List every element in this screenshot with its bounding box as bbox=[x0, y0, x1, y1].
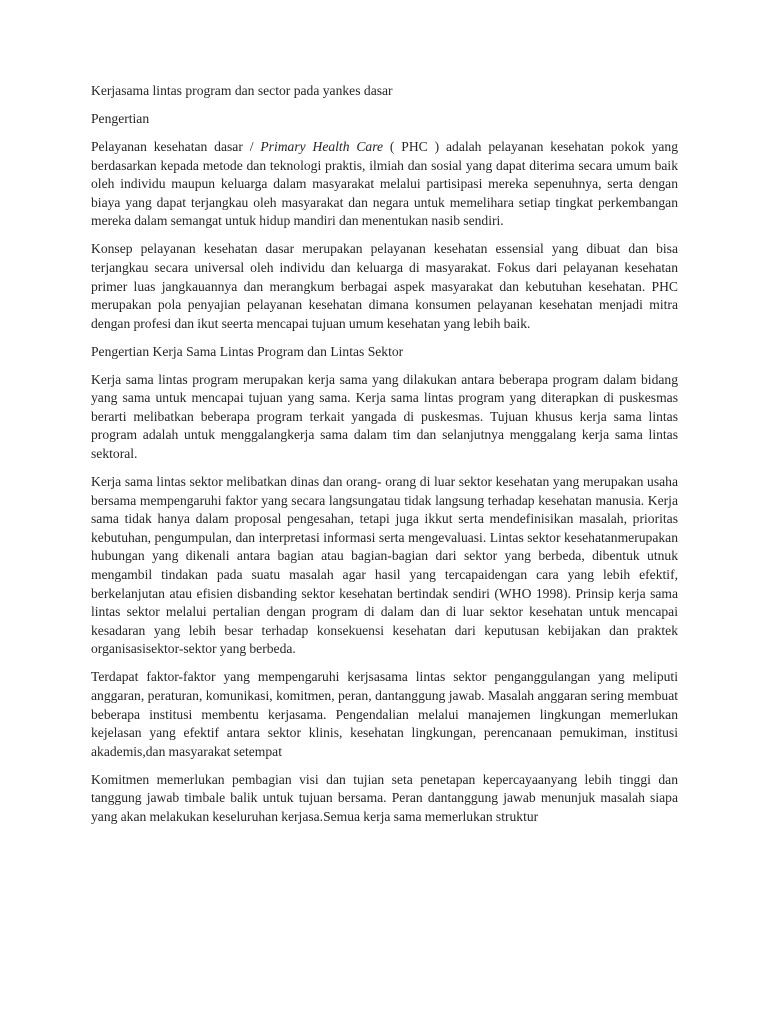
document-title: Kerjasama lintas program dan sector pada yankes dasar bbox=[91, 83, 393, 98]
italic-term-primary-health-care: Primary Health Care bbox=[260, 138, 384, 154]
paragraph-lintas-sektor: Kerja sama lintas sektor melibatkan dinas dan orang- orang di luar sektor kesehatan yang merupakan usaha bersama mempengaruhi faktor yang secara langsungatau tidak langsung terhadap kesehatan manusia. Kerja sama tidak hanya dalam proposal pengesahan, tetapi juga ikkut serta mendefinisikan masalah, prioritas kebutuhan, pengumpulan, dan interpretasi informasi serta mengevaluasi. Lintas sektor kesehatanmerupakan hubungan yang dikenali antara bagian atau bagian-bagian dari sektor yang berbeda, dibentuk utnuk mengambil tindakan pada suatu masalah agar hasil yang tercapaidengan cara yang lebih efektif, berkelanjutan atau efisien disbanding sektor kesehatan bertindak sendiri (WHO 1998). Prinsip kerja sama lintas sektor melalui pertalian dengan program di dalam dan di luar sektor kesehatan untuk mencapai kesadaran yang lebih besar terhadap konsekuensi kesehatan dari keputusan kebijakan dan praktek organisasisektor-sektor yang berbeda. bbox=[91, 474, 678, 657]
paragraph-text: ( PHC ) adalah pelayanan kesehatan pokok yang berdasarkan kepada metode dan teknologi praktis, ilmiah dan sosial yang dapat diterima secara umum baik oleh individu maupun keluarga dalam masyarakat melalui partisipasi mereka sepenuhnya, serta dengan biaya yang dapat terjangkau oleh masyarakat dan negara untuk memelihara setiap tingkat perkembangan mereka dalam semangat untuk hidup mandiri dan menentukan nasib sendiri. bbox=[91, 138, 678, 229]
paragraph-pelayanan-kesehatan-dasar bbox=[91, 138, 678, 231]
paragraph-text: Pelayanan kesehatan dasar / bbox=[91, 138, 261, 154]
heading-pengertian: Pengertian bbox=[91, 110, 150, 126]
paragraph-lintas-program: Kerja sama lintas program merupakan kerja sama yang dilakukan antara beberapa program dalam bidang yang sama untuk mencapai tujuan yang sama. Kerja sama lintas program yang diterapkan di puskesmas berarti melibatkan beberapa program terkait yangada di puskesmas. Tujuan khusus kerja sama lintas program adalah untuk menggalangkerja sama dalam tim dan selanjutnya menggalang kerja sama lintas sektoral. bbox=[91, 371, 678, 462]
document-page bbox=[91, 82, 678, 836]
paragraph-konsep-pelayanan: Konsep pelayanan kesehatan dasar merupakan pelayanan kesehatan essensial yang dibuat dan bisa terjangkau secara universal oleh individu dan keluarga di masyarakat. Fokus dari pelayanan kesehatan primer luas jangkauannya dan merangkum berbagai aspek masyarakat dan kebutuhan kesehatan. PHC merupakan pola penyajian pelayanan kesehatan dimana konsumen pelayanan kesehatan menjadi mitra dengan profesi dan ikut seerta mencapai tujuan umum kesehatan yang lebih baik. bbox=[91, 241, 678, 331]
heading-kerja-sama-lintas: Pengertian Kerja Sama Lintas Program dan Lintas Sektor bbox=[91, 343, 404, 359]
paragraph-komitmen: Komitmen memerlukan pembagian visi dan tujian seta penetapan kepercayaanyang lebih tinggi dan tanggung jawab timbale balik untuk tujuan bersama. Peran dantanggung jawab menunjuk masalah siapa yang akan melakukan keseluruhan kerjasa.Semua kerja sama memerlukan struktur bbox=[91, 771, 678, 824]
paragraph-faktor-faktor: Terdapat faktor-faktor yang mempengaruhi kerjsasama lintas sektor penganggulangan yang meliputi anggaran, peraturan, komunikasi, komitmen, peran, dantanggung jawab. Masalah anggaran sering membuat beberapa institusi membentu kerjasama. Pengendalian melalui manajemen lingkungan memerlukan kejelasan yang efektif antara sektor klinis, kesehatan lingkungan, perencanaan pemukiman, institusi akademis,dan masyarakat setempat bbox=[91, 669, 678, 759]
